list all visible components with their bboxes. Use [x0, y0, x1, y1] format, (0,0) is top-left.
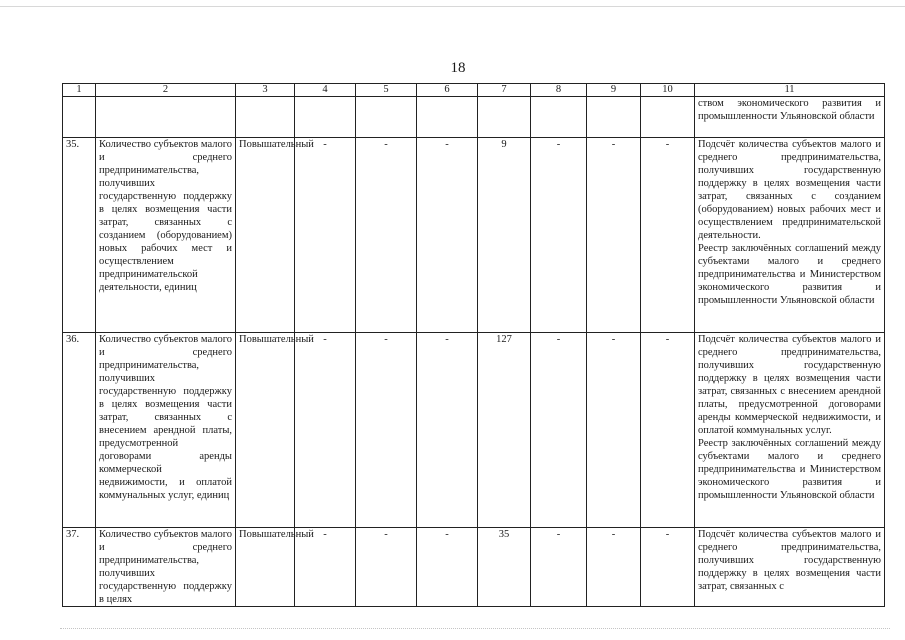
col-header-10: 10: [641, 84, 695, 97]
value-col-9: -: [587, 528, 641, 607]
cell-c8: [531, 97, 587, 138]
cell-c10: [641, 97, 695, 138]
note-source: Реестр заключённых соглашений между субъектами малого и среднего предпринимательства и Министерством экономического развития и промышленности Ульяновской области: [698, 243, 881, 306]
table-row: [63, 333, 885, 528]
header-row: [63, 84, 885, 97]
row-number: 36.: [63, 333, 96, 528]
note-source: Реестр заключённых соглашений между субъектами малого и среднего предпринимательства и Министерством экономического развития и промышленности Ульяновской области: [698, 438, 881, 501]
page-number: 18: [450, 60, 466, 76]
value-col-7: 35: [478, 528, 531, 607]
cell-c9: [587, 97, 641, 138]
value-col-10: -: [641, 138, 695, 333]
indicator-name: Количество субъектов малого и среднего предпринимательства, получивших государственную поддержку в целях возмещения части затрат, связанных с внесением арендной платы, предусмотренной договорами аренды коммерческой недвижимости, и оплатой коммунальных услуг, единиц: [96, 333, 236, 528]
indicator-name: Количество субъектов малого и среднего предпринимательства, получивших государственную поддержку в целях возмещения части затрат, связанных с созданием (оборудованием) новых рабочих мест и осуществлением предпринимательской деятельности, единиц: [96, 138, 236, 333]
row-number: 35.: [63, 138, 96, 333]
note-text: ством экономического развития и промышленности Ульяновской области: [698, 98, 881, 122]
value-col-7: 127: [478, 333, 531, 528]
cell-note: [695, 97, 885, 138]
col-header-9: 9: [587, 84, 641, 97]
table-row: [63, 528, 885, 607]
col-header-7: 7: [478, 84, 531, 97]
cell-c6: [417, 97, 478, 138]
value-col-10: -: [641, 528, 695, 607]
indicator-type: Повышательный: [236, 528, 295, 607]
col-header-3: 3: [236, 84, 295, 97]
col-header-11: 11: [695, 84, 885, 97]
indicator-name: [96, 528, 236, 607]
value-col-10: -: [641, 333, 695, 528]
note-method: Подсчёт количества субъектов малого и среднего предпринимательства, получивших государственную поддержку в целях возмещения части затрат, связанных с: [698, 529, 881, 592]
note-method: Подсчёт количества субъектов малого и среднего предпринимательства, получивших государственную поддержку в целях возмещения части затрат, связанных с внесением арендной платы, предусмотренной договорами аренды коммерческой недвижимости, и оплатой коммунальных услуг.: [698, 334, 881, 436]
value-col-8: -: [531, 528, 587, 607]
indicators-table: [62, 83, 885, 607]
value-col-8: -: [531, 333, 587, 528]
table-row-continuation: [63, 97, 885, 138]
cell-c4: [295, 97, 356, 138]
value-col-8: -: [531, 138, 587, 333]
value-col-7: 9: [478, 138, 531, 333]
value-col-6: -: [417, 138, 478, 333]
cell-num: [63, 97, 96, 138]
scan-bottom-edge: [60, 628, 890, 630]
cell-c5: [356, 97, 417, 138]
col-header-8: 8: [531, 84, 587, 97]
table-row: [63, 138, 885, 333]
cell-note: [695, 138, 885, 333]
value-col-5: -: [356, 528, 417, 607]
col-header-6: 6: [417, 84, 478, 97]
col-header-5: 5: [356, 84, 417, 97]
value-col-9: -: [587, 333, 641, 528]
indicator-name-text: Количество субъектов малого и среднего предпринимательства, получивших государственную поддержку в целях: [99, 529, 232, 605]
value-col-6: -: [417, 528, 478, 607]
value-col-9: -: [587, 138, 641, 333]
value-col-4: -: [295, 528, 356, 607]
cell-note: [695, 333, 885, 528]
row-number: 37.: [63, 528, 96, 607]
col-header-2: 2: [96, 84, 236, 97]
indicator-type: Повышательный: [236, 138, 295, 333]
col-header-1: 1: [63, 84, 96, 97]
value-col-4: -: [295, 138, 356, 333]
note-method: Подсчёт количества субъектов малого и среднего предпринимательства, получивших государственную поддержку в целях возмещения части затрат, связанных с созданием (оборудованием) новых рабочих мест и осуществлением предпринимательской деятельности.: [698, 139, 881, 241]
cell-note: [695, 528, 885, 607]
value-col-5: -: [356, 333, 417, 528]
indicator-type: Повышательный: [236, 333, 295, 528]
value-col-6: -: [417, 333, 478, 528]
cell-name: [96, 97, 236, 138]
value-col-4: -: [295, 333, 356, 528]
col-header-4: 4: [295, 84, 356, 97]
cell-type: [236, 97, 295, 138]
value-col-5: -: [356, 138, 417, 333]
scan-top-edge: [0, 6, 905, 7]
cell-c7: [478, 97, 531, 138]
